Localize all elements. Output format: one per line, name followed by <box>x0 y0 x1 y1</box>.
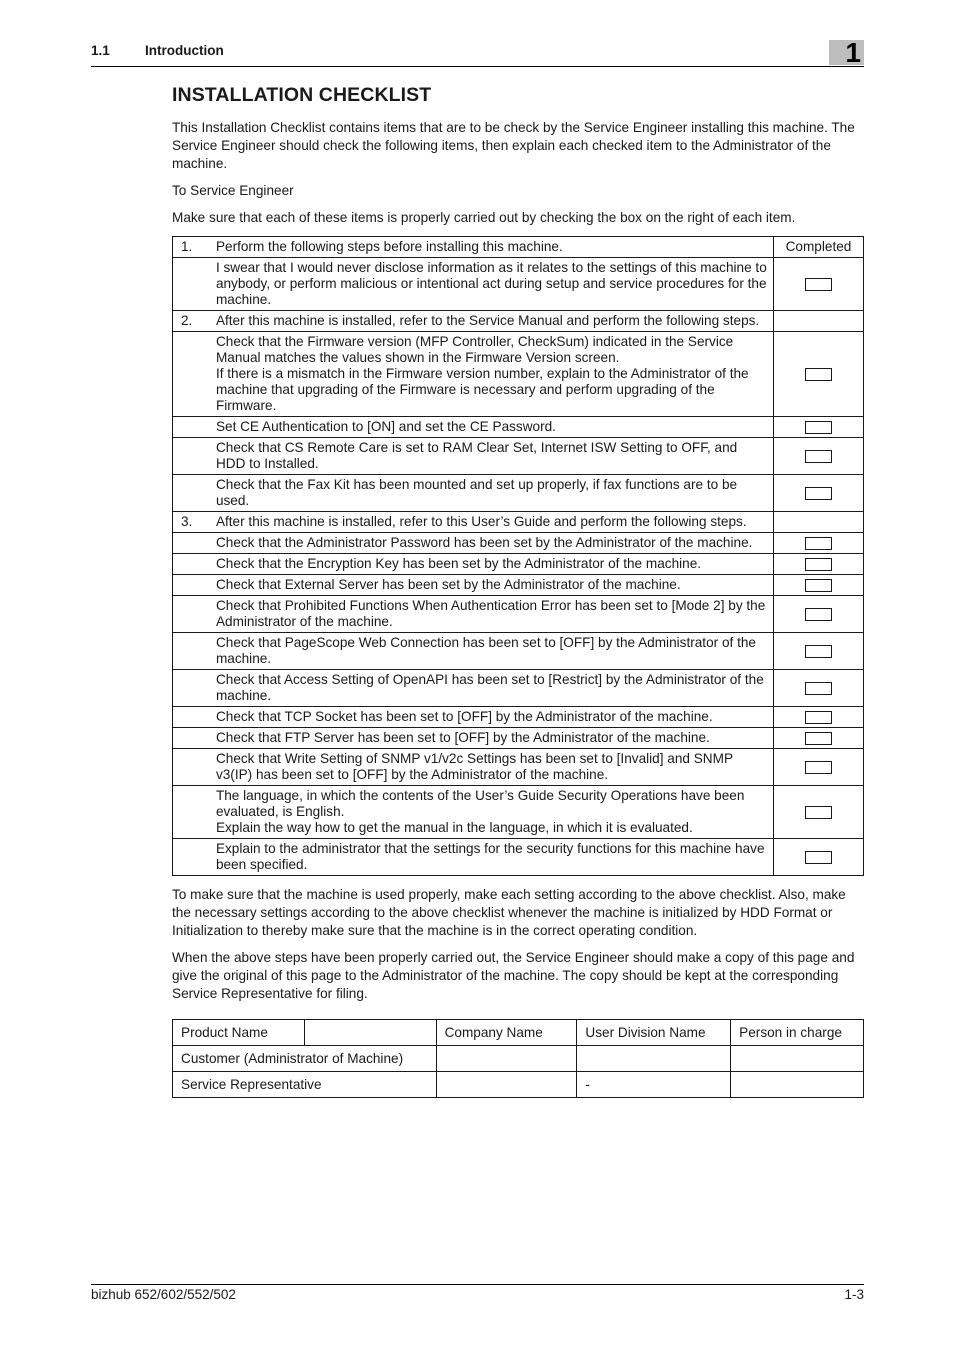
step-number <box>173 670 201 707</box>
step-number <box>173 728 201 749</box>
checklist-step-row <box>173 512 864 533</box>
checklist-item-row <box>173 475 864 512</box>
completed-checkbox[interactable] <box>805 806 832 819</box>
step-number <box>173 554 201 575</box>
step-number: 3. <box>173 512 201 533</box>
completed-cell <box>773 533 863 554</box>
closing-notes <box>172 886 864 1003</box>
completed-checkbox[interactable] <box>805 368 832 381</box>
checklist-item-text: I swear that I would never disclose information as it relates to the settings of this machine to anybody, or perform malicious or intentional act during setup and service procedures for the machine. <box>201 258 774 311</box>
completed-cell <box>773 670 863 707</box>
checklist-item-row <box>173 728 864 749</box>
checklist-body <box>173 237 864 876</box>
signoff-table <box>172 1019 864 1098</box>
completed-cell-empty <box>773 311 863 332</box>
checklist-item-text: Check that FTP Server has been set to [OFF] by the Administrator of the machine. <box>201 728 774 749</box>
checklist-item-row <box>173 839 864 876</box>
step-number <box>173 633 201 670</box>
completed-cell <box>773 438 863 475</box>
step-number <box>173 786 201 839</box>
checklist-item-row <box>173 417 864 438</box>
checklist-item-text: Check that PageScope Web Connection has been set to [OFF] by the Administrator of the machine. <box>201 633 774 670</box>
service-rep-row <box>173 1072 864 1098</box>
checklist-item-row <box>173 670 864 707</box>
step-number <box>173 575 201 596</box>
completed-checkbox[interactable] <box>805 537 832 550</box>
step-number <box>173 438 201 475</box>
main-content <box>172 84 864 1098</box>
person-in-charge-header: Person in charge <box>731 1020 864 1046</box>
page-header <box>91 41 864 67</box>
completed-checkbox[interactable] <box>805 682 832 695</box>
completed-cell <box>773 417 863 438</box>
checklist-item-text: Check that Write Setting of SNMP v1/v2c Settings has been set to [Invalid] and SNMP v3(IP) has been set to [OFF] by the Administrator of the machine. <box>201 749 774 786</box>
completed-checkbox[interactable] <box>805 421 832 434</box>
intro-instruction: Make sure that each of these items is properly carried out by checking the box on the right of each item. <box>172 210 796 225</box>
checklist-item-text: Explain to the administrator that the settings for the security functions for this machine have been specified. <box>201 839 774 876</box>
completed-checkbox[interactable] <box>805 579 832 592</box>
completed-cell <box>773 839 863 876</box>
completed-cell <box>773 749 863 786</box>
step-number <box>173 749 201 786</box>
closing-paragraph-1: To make sure that the machine is used properly, make each setting according to the above checklist. Also, make the necessary settings according to the above checklist whenever the machine is initialized by HDD Format or Initialization to thereby make sure that the machine is in the correct operating condition. <box>172 887 846 938</box>
service-rep-company-cell[interactable] <box>436 1072 577 1098</box>
step-number <box>173 839 201 876</box>
section-title: Introduction <box>145 43 224 58</box>
completed-cell-empty <box>773 512 863 533</box>
intro-audience: To Service Engineer <box>172 183 294 198</box>
checklist-item-row <box>173 533 864 554</box>
checklist-step-row <box>173 311 864 332</box>
customer-label: Customer (Administrator of Machine) <box>173 1046 437 1072</box>
checklist-step-text: After this machine is installed, refer to this User’s Guide and perform the following steps. <box>201 512 774 533</box>
checklist-step-text: Perform the following steps before installing this machine. <box>201 237 774 258</box>
footer-model: bizhub 652/602/552/502 <box>91 1287 236 1302</box>
completed-checkbox[interactable] <box>805 732 832 745</box>
completed-checkbox[interactable] <box>805 278 832 291</box>
checklist-item-text: Check that CS Remote Care is set to RAM Clear Set, Internet ISW Setting to OFF, and HDD to Installed. <box>201 438 774 475</box>
completed-cell <box>773 258 863 311</box>
checklist-item-text: Check that Prohibited Functions When Authentication Error has been set to [Mode 2] by the Administrator of the machine. <box>201 596 774 633</box>
product-name-label: Product Name <box>173 1020 305 1046</box>
checklist-item-text: Check that External Server has been set by the Administrator of the machine. <box>201 575 774 596</box>
completed-cell <box>773 475 863 512</box>
checklist-item-row <box>173 575 864 596</box>
chapter-tab <box>829 37 864 68</box>
intro-paragraph: This Installation Checklist contains items that are to be check by the Service Engineer installing this machine. The Service Engineer should check the following items, then explain each checked item to the Administrator of the machine. <box>172 120 855 171</box>
service-rep-division-cell: - <box>577 1072 731 1098</box>
completed-cell <box>773 707 863 728</box>
checklist-item-row <box>173 332 864 417</box>
service-rep-person-cell[interactable] <box>731 1072 864 1098</box>
checklist-item-text: Set CE Authentication to [ON] and set the CE Password. <box>201 417 774 438</box>
checklist-item-row <box>173 258 864 311</box>
completed-checkbox[interactable] <box>805 761 832 774</box>
checklist-item-row <box>173 438 864 475</box>
step-number: 1. <box>173 237 201 258</box>
customer-row <box>173 1046 864 1072</box>
completed-checkbox[interactable] <box>805 450 832 463</box>
step-number <box>173 258 201 311</box>
chapter-number: 1 <box>845 37 861 68</box>
customer-division-cell[interactable] <box>577 1046 731 1072</box>
completed-cell <box>773 786 863 839</box>
checklist-step-row <box>173 237 864 258</box>
completed-cell <box>773 332 863 417</box>
checklist-item-row <box>173 554 864 575</box>
checklist-item-row <box>173 749 864 786</box>
checklist-item-row <box>173 596 864 633</box>
completed-cell <box>773 554 863 575</box>
product-name-value[interactable] <box>304 1020 436 1046</box>
completed-checkbox[interactable] <box>805 711 832 724</box>
company-name-header: Company Name <box>436 1020 577 1046</box>
completed-cell <box>773 633 863 670</box>
user-division-name-header: User Division Name <box>577 1020 731 1046</box>
checklist-item-row <box>173 786 864 839</box>
checklist-item-row <box>173 707 864 728</box>
signoff-header-row <box>173 1020 864 1046</box>
footer-page-number: 1-3 <box>844 1287 864 1302</box>
step-number <box>173 533 201 554</box>
closing-paragraph-2: When the above steps have been properly carried out, the Service Engineer should make a copy of this page and give the original of this page to the Administrator of the machine. The copy should be kept at the corresponding Service Representative for filing. <box>172 950 855 1001</box>
completed-cell <box>773 596 863 633</box>
completed-checkbox[interactable] <box>805 645 832 658</box>
checklist-item-text: Check that the Firmware version (MFP Controller, CheckSum) indicated in the Service Manual matches the values shown in the Firmware Version screen. If there is a mismatch in the Firmware version number, explain to the Administrator of the machine that upgrading of the Firmware is necessary and perform upgrading of the Firmware. <box>201 332 774 417</box>
step-number <box>173 707 201 728</box>
completed-column-header: Completed <box>773 237 863 258</box>
section-number: 1.1 <box>91 43 110 58</box>
customer-company-cell[interactable] <box>436 1046 577 1072</box>
checklist-item-text: The language, in which the contents of the User’s Guide Security Operations have been evaluated, is English. Explain the way how to get the manual in the language, in which it is evaluated. <box>201 786 774 839</box>
page-footer <box>91 1284 864 1302</box>
checklist-item-text: Check that Access Setting of OpenAPI has been set to [Restrict] by the Administrator of the machine. <box>201 670 774 707</box>
completed-checkbox[interactable] <box>805 558 832 571</box>
checklist-item-text: Check that the Fax Kit has been mounted and set up properly, if fax functions are to be used. <box>201 475 774 512</box>
checklist-item-text: Check that TCP Socket has been set to [OFF] by the Administrator of the machine. <box>201 707 774 728</box>
step-number <box>173 332 201 417</box>
checklist-item-text: Check that the Administrator Password has been set by the Administrator of the machine. <box>201 533 774 554</box>
completed-checkbox[interactable] <box>805 851 832 864</box>
step-number <box>173 596 201 633</box>
step-number <box>173 417 201 438</box>
checklist-item-row <box>173 633 864 670</box>
checklist-item-text: Check that the Encryption Key has been set by the Administrator of the machine. <box>201 554 774 575</box>
service-rep-label: Service Representative <box>173 1072 437 1098</box>
step-number: 2. <box>173 311 201 332</box>
completed-checkbox[interactable] <box>805 608 832 621</box>
completed-checkbox[interactable] <box>805 487 832 500</box>
completed-cell <box>773 575 863 596</box>
step-number <box>173 475 201 512</box>
completed-cell <box>773 728 863 749</box>
checklist-step-text: After this machine is installed, refer to the Service Manual and perform the following steps. <box>201 311 774 332</box>
customer-person-cell[interactable] <box>731 1046 864 1072</box>
page-title: INSTALLATION CHECKLIST <box>172 84 432 106</box>
installation-checklist-table <box>172 236 864 876</box>
